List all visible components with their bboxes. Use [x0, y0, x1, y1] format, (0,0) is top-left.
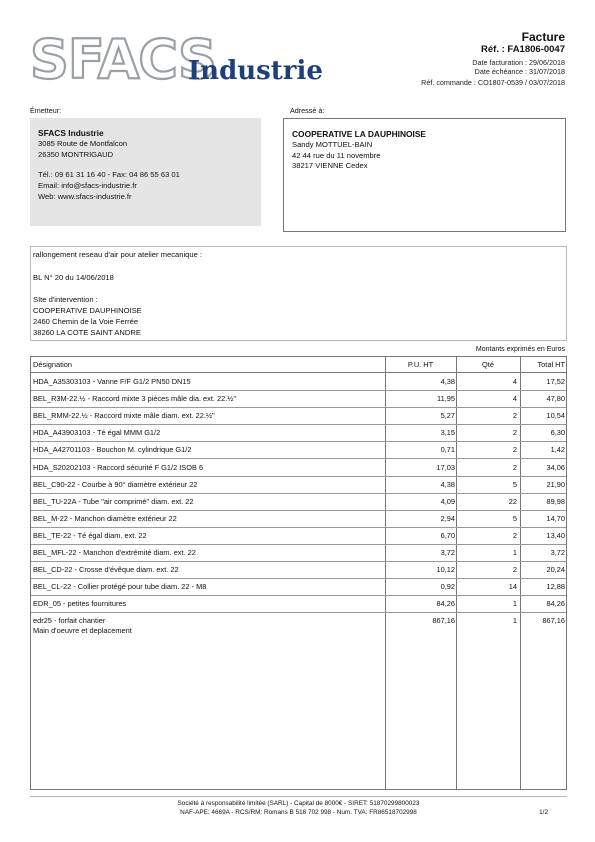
row-designation: BEL_R3M-22.½ - Raccord mixte 3 pièces mâle dia. ext. 22.½" — [33, 394, 237, 404]
row-total: 13,40 — [546, 530, 565, 540]
row-total: 89,98 — [546, 496, 565, 506]
row-total: 17,52 — [546, 377, 565, 386]
row-unit-price: 3,15 — [440, 428, 455, 438]
row-quantity: 2 — [512, 411, 517, 421]
row-quantity: 1 — [512, 599, 517, 609]
table-row — [31, 544, 566, 562]
row-unit-price: 0,92 — [440, 582, 455, 592]
table-row — [31, 527, 566, 545]
table-row — [31, 561, 566, 579]
recipient-label: Adressé à: — [290, 106, 325, 115]
table-row — [31, 390, 566, 408]
row-quantity: 5 — [512, 479, 517, 489]
row-unit-price: 867,16 — [432, 616, 455, 625]
row-unit-price: 2,94 — [440, 513, 455, 523]
emitter-email: Email: info@sfacs-industrie.fr — [38, 181, 137, 191]
currency-note: Montants exprimés en Euros — [475, 346, 565, 353]
row-total: 867,16 — [542, 616, 565, 625]
table-row — [31, 373, 566, 391]
row-unit-price: 3,72 — [440, 548, 455, 557]
table-row — [31, 476, 566, 494]
row-designation: BEL_MFL-22 - Manchon d'extrémité diam. ext. 22 — [33, 548, 196, 557]
row-designation: BEL_CD-22 - Crosse d'évêque diam. ext. 22 — [33, 565, 179, 575]
row-total: 34,06 — [546, 462, 565, 472]
row-total: 47,80 — [546, 394, 565, 404]
header-total: Total HT — [537, 360, 565, 369]
row-designation: BEL_C90-22 - Courbe à 90° diamètre extérieur 22 — [33, 479, 198, 489]
info-delivery-note: BL N° 20 du 14/06/2018 — [33, 273, 114, 282]
row-total: 6,30 — [550, 428, 565, 438]
intervention-info-box — [30, 246, 567, 341]
recipient-address-1: 42 44 rue du 11 novembre — [292, 150, 381, 160]
header-designation: Désignation — [33, 360, 73, 369]
row-designation: EDR_05 - petites fournitures — [33, 599, 127, 609]
row-unit-price: 5,27 — [440, 411, 455, 421]
row-unit-price: 4,09 — [440, 496, 455, 506]
row-unit-price: 17,03 — [436, 462, 455, 472]
row-unit-price: 84,26 — [436, 599, 455, 609]
row-designation: HDA_S20202103 - Raccord sécurité F G1/2 ISOB 6 — [33, 462, 204, 472]
row-quantity: 4 — [512, 394, 517, 404]
row-quantity: 22 — [508, 496, 517, 506]
row-designation: BEL_TU-22A - Tube "air comprimé" diam. ext. 22 — [33, 496, 194, 506]
row-quantity: 4 — [512, 377, 517, 386]
row-total: 20,24 — [546, 565, 565, 575]
invoice-lines-table — [30, 356, 567, 790]
table-row — [31, 578, 566, 596]
row-total: 1,42 — [550, 445, 565, 455]
footer-legal-1: Société à responsabilité limitée (SARL) - Capital de 8000€ - SIRET: 51870299800023 — [177, 800, 420, 807]
recipient-contact: Sandy MOTTUEL-BAIN — [292, 139, 373, 149]
row-designation: HDA_A42701103 - Bouchon M. cylindrique G1/2 — [33, 445, 192, 455]
row-quantity: 2 — [512, 462, 517, 472]
table-row — [31, 493, 566, 511]
row-quantity: 1 — [512, 548, 517, 557]
info-description: rallongement reseau d'air pour atelier mecanique : — [33, 250, 203, 259]
logo-sfacs-text: SFACS — [30, 28, 216, 91]
document-title: Facture — [521, 30, 565, 44]
row-unit-price: 4,38 — [440, 479, 455, 489]
row-quantity: 2 — [512, 428, 517, 438]
emitter-box — [30, 118, 261, 226]
logo-industrie-text: Industrie — [188, 56, 323, 86]
emitter-address-1: 3085 Route de Montfalcon — [38, 138, 128, 148]
row-unit-price: 0,71 — [440, 445, 455, 455]
row-designation: BEL_M-22 - Manchon diamètre extérieur 22 — [33, 513, 177, 523]
table-row — [31, 441, 566, 459]
footer-divider — [30, 796, 567, 797]
emitter-name: SFACS Industrie — [38, 128, 104, 138]
page-number: 1/2 — [539, 809, 548, 816]
recipient-name: COOPERATIVE LA DAUPHINOISE — [292, 129, 427, 139]
row-total: 21,90 — [546, 479, 565, 489]
recipient-address-2: 38217 VIENNE Cedex — [292, 161, 368, 171]
row-quantity: 5 — [512, 513, 517, 523]
row-designation-detail: Main d'oeuvre et deplacement — [33, 625, 132, 635]
row-total: 14,70 — [546, 513, 565, 523]
row-designation: BEL_TE-22 - Té égal diam. ext. 22 — [33, 530, 147, 540]
row-quantity: 2 — [512, 565, 517, 575]
row-total: 12,88 — [546, 582, 565, 592]
row-unit-price: 4,38 — [440, 377, 455, 386]
row-designation: HDA_A43903103 - Té égal MMM G1/2 — [33, 428, 161, 438]
info-site-label: SIte d'intervention : — [33, 295, 98, 304]
row-designation: BEL_RMM-22.½ - Raccord mixte mâle diam. ext. 22.½" — [33, 411, 215, 421]
row-total: 3,72 — [550, 548, 565, 557]
table-row — [31, 595, 566, 613]
table-row — [31, 510, 566, 528]
info-site-city: 38260 LA COTE SAINT ANDRE — [33, 328, 141, 337]
row-unit-price: 6,70 — [440, 530, 455, 540]
row-total: 10,54 — [546, 411, 565, 421]
order-reference: Réf. commande : CO1807-0539 / 03/07/2018 — [421, 78, 565, 87]
row-designation: HDA_A35303103 - Vanne F/F G1/2 PN50 DN15 — [33, 377, 191, 386]
info-site-address: 2460 Chemin de la Voie Ferrée — [33, 317, 139, 326]
header-quantity: Qté — [482, 360, 494, 369]
footer-legal-2: NAF-APE: 4669A - RCS/RM: Romans B 518 702 998 - Num. TVA: FR86518702998 — [180, 809, 417, 816]
emitter-website: Web: www.sfacs-industrie.fr — [38, 191, 132, 201]
row-designation: edr25 - forfait chantier — [33, 616, 106, 625]
emitter-address-2: 26350 MONTRIGAUD — [38, 149, 114, 159]
emitter-phone-fax: Tél.: 09 61 31 16 40 - Fax: 04 86 55 63 01 — [38, 170, 180, 180]
invoice-reference: Réf. : FA1806-0047 — [481, 44, 565, 55]
row-quantity: 14 — [508, 582, 517, 592]
row-quantity: 2 — [512, 530, 517, 540]
recipient-box — [283, 118, 566, 232]
info-site-name: COOPERATIVE DAUPHINOISE — [33, 306, 142, 315]
table-row — [31, 424, 566, 442]
row-quantity: 1 — [512, 616, 517, 625]
row-unit-price: 11,95 — [437, 394, 455, 404]
row-unit-price: 10,12 — [436, 565, 455, 575]
table-header — [31, 357, 566, 373]
emitter-label: Émetteur: — [30, 106, 62, 115]
header-unit-price: P.U. HT — [407, 360, 434, 369]
table-row — [31, 459, 566, 477]
invoice-date: Date facturation : 29/06/2018 — [472, 58, 565, 67]
company-logo — [30, 28, 323, 91]
due-date: Date échéance : 31/07/2018 — [474, 67, 565, 76]
row-designation: BEL_CL-22 - Collier protégé pour tube diam. 22 - M8 — [33, 582, 207, 592]
row-total: 84,26 — [546, 599, 565, 609]
table-row — [31, 407, 566, 425]
row-quantity: 2 — [512, 445, 517, 455]
